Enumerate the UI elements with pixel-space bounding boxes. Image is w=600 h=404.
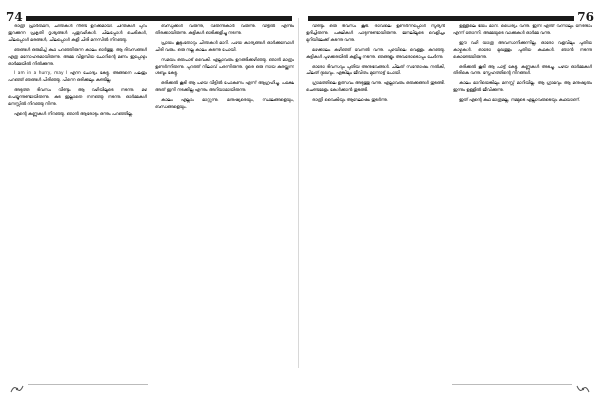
paragraph: അടുത്ത ദിവസം വീണ്ടും ആ വഴിയിലൂടെ നടന്നു. മഴ പെയ്യുന്നുണ്ടായിരുന്നു. കുട ഇല്ലാതെ നനഞ്ഞു നടന്നു. ഓർമ്മകൾ മനസ്സിൽ നിറഞ്ഞു നിന്നു. xyxy=(8,88,147,108)
text-column-2 xyxy=(155,24,294,354)
footer-rule xyxy=(452,384,572,385)
page-footer xyxy=(10,378,148,390)
text-columns xyxy=(8,24,294,354)
right-page xyxy=(300,0,600,404)
paragraph: I am in a hurry, may I എന്ന ചോദ്യം കേട്ടു. അങ്ങനെ പലതും പറഞ്ഞ് ഞങ്ങൾ പിരിഞ്ഞു. പിന്നെ ഒരിക്കലും കണ്ടില്ല. xyxy=(8,71,147,84)
paragraph: ഈ വഴി യാത്ര അവസാനിക്കുന്നില്ല. ഓരോ വളവിലും പുതിയ കാഴ്ചകൾ. ഓരോ മുഖത്തും പുതിയ കഥകൾ. ഞാൻ നടന്നു കൊണ്ടേയിരുന്നു. xyxy=(453,40,592,60)
paragraph: ഞങ്ങൾ ഒരുമിച്ച് കഥ പറഞ്ഞിരുന്ന കാലം ഓർത്തു. ആ ദിവസങ്ങൾ എത്ര മനോഹരമായിരുന്നു. അമ്മ വിളമ്പിയ ചോറിന്റെ മണം ഇപ്പോഴും ഓർമ്മയിൽ നിൽക്കുന്നു. xyxy=(8,47,147,67)
paragraph: ഇത് എന്റെ കഥ മാത്രമല്ല, നമ്മുടെ എല്ലാവരുടെയും കഥയാണ്. xyxy=(459,98,581,104)
paragraph: കാലം മാറിയെങ്കിലും മനസ്സ് മാറിയില്ല. ആ ഗ്രാമവും ആ മനുഷ്യരും ഇന്നും ഉള്ളിൽ ജീവിക്കുന്നു. xyxy=(453,81,592,94)
paragraph: ഒരിക്കൽ കൂടി ആ പാട്ട് കേട്ടു. കണ്ണുകൾ അടച്ചു. പഴയ ഓർമ്മകൾ തിരികെ വന്നു. സ്നേഹത്തിന്റെ നിറങ്ങൾ. xyxy=(453,64,592,77)
footer-rule xyxy=(28,384,148,385)
text-columns xyxy=(306,24,592,354)
paragraph: എന്റെ കണ്ണുകൾ നിറഞ്ഞു. ഞാൻ ആരോടും ഒന്നും പറഞ്ഞില്ല. xyxy=(14,111,134,117)
paragraph: ഗ്രാമത്തിലെ ഉത്സവം അടുത്തു വന്നു. എല്ലാവരും ഒരുക്കങ്ങൾ തുടങ്ങി. ചെണ്ടമേളം കേൾക്കാൻ തുടങ്ങി. xyxy=(306,81,445,94)
ornament-icon xyxy=(576,379,590,389)
paragraph: ബന്ധുക്കൾ വരുന്നു, വിരുന്നുകാർ വരുന്നു. വീട്ടിൽ എന്നും തിരക്കായിരുന്നു. കുട്ടികൾ ഓടിക്കളിച്ചു നടന്നു. xyxy=(155,24,294,36)
header-rule xyxy=(26,16,292,21)
paragraph: രാത്രി പ്രാർത്ഥന, ചിന്തകൾ നീണ്ട ഉറക്കമായി. ചിന്തകൾ പുറം തുറക്കുന്ന പ്രകൃതി ദൃശ്യങ്ങൾ പുതുവഴികൾ. ചിലപ്പോൾ ചെടികൾ, ചിലപ്പോൾ മരങ്ങൾ, ചിലപ്പോൾ കളി ചിരി മനസിൽ നിറഞ്ഞു. xyxy=(8,24,147,43)
paragraph: പ്രായം കൂടുംതോറും ചിന്തകൾ മാറി. പഴയ കാര്യങ്ങൾ ഓർക്കുമ്പോൾ ചിരി വരും. ഒരു നല്ല കാലം കടന്നു പോയി. xyxy=(155,40,294,53)
paragraph: ഓരോ ദിവസവും പുതിയ അനുഭവങ്ങൾ. ചിലത് സന്തോഷം നൽകി, ചിലത് ദുഃഖവും. എങ്കിലും ജീവിതം മുന്നോട്ട് പോയി. xyxy=(306,64,445,77)
header-rule xyxy=(308,16,574,21)
text-column-2 xyxy=(453,24,592,354)
text-column-1 xyxy=(8,24,147,354)
ornament-icon xyxy=(10,379,24,389)
paragraph: വീണ്ടും ഒരു ദിവസം കൂടി. രാവിലെ ഉണർന്നപ്പോൾ സൂര്യൻ ഉദിച്ചിരുന്നു. പക്ഷികൾ പാടുന്നുണ്ടായിരുന്നു. ജനലിലൂടെ വെളിച്ചം മുറിയിലേക്ക് കടന്നു വന്നു. xyxy=(306,24,445,43)
paragraph: രാത്രി വൈകിയും ആഘോഷം തുടർന്നു. xyxy=(312,98,388,104)
page-number: 74 xyxy=(6,10,23,24)
paragraph: സമയം ഒരുപാട് വൈകി. എല്ലാവരും ഉറങ്ങിക്കഴിഞ്ഞു. ഞാൻ മാത്രം ഉണർന്നിരുന്നു. പുറത്ത് നിലാവ് പരന്നിരുന്നു. ദൂരെ ഒരു നായ കുരയ്ക്കുന്ന ശബ്ദം കേട്ടു. xyxy=(155,57,294,77)
text-column-1 xyxy=(306,24,445,354)
paragraph: കാലം എല്ലാം മാറ്റുന്നു. മനുഷ്യരെയും, സ്ഥലങ്ങളെയും, ബന്ധങ്ങളെയും. xyxy=(155,98,294,111)
paragraph: ഒരിക്കൽ കൂടി ആ പഴയ വീട്ടിൽ പോകണം എന്ന് ആഗ്രഹിച്ചു. പക്ഷേ അത് ഇനി നടക്കില്ല എന്നും അറിയാമായിരുന്നു. xyxy=(155,81,294,94)
paragraph: മഴക്കാലം കഴിഞ്ഞ് വേനൽ വന്നു. പുഴയിലെ വെള്ളം കുറഞ്ഞു. കുട്ടികൾ പുഴക്കരയിൽ കളിച്ചു നടന്നു. ഞങ്ങളും അവരോടൊപ്പം ചേർന്നു. xyxy=(306,47,445,60)
page-number: 76 xyxy=(577,10,594,24)
page-footer xyxy=(452,378,590,390)
paragraph: ഉള്ളിലെ ഭയം മാറി. ധൈര്യം വന്നു. ഇനി എന്ത് വന്നാലും നേരിടാം എന്ന് തോന്നി. അമ്മയുടെ വാക്കുകൾ ഓർമ്മ വന്നു. xyxy=(453,24,592,36)
